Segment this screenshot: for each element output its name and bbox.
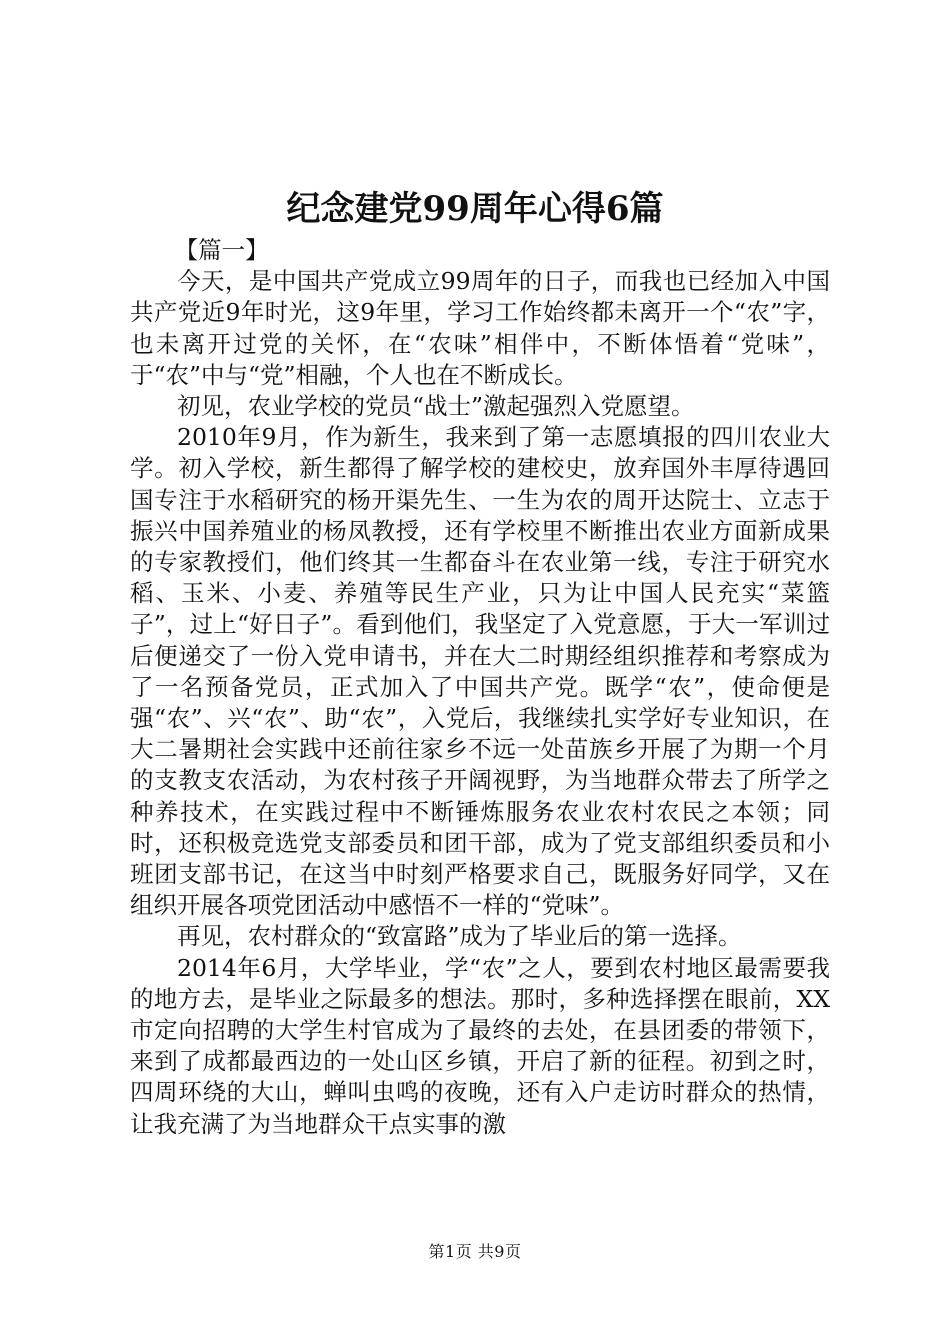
paragraph: 2014年6月，大学毕业，学“农”之人，要到农村地区最需要我的地方去，是毕业之际最多的想法。那时，多种选择摆在眼前，XX市定向招聘的大学生村官成为了最终的去处，在县团委的带领下，来到了成都最西边的一处山区乡镇，开启了新的征程。初到之时，四周环绕的大山，蝉叫虫鸣的夜晚，还有入户走访时群众的热情，让我充满了为当地群众干点实事的激 <box>130 953 830 1138</box>
paragraph: 再见，农村群众的“致富路”成为了毕业后的第一选择。 <box>177 922 742 951</box>
document-body <box>130 235 830 1140</box>
paragraph: 2010年9月，作为新生，我来到了第一志愿填报的四川农业大学。初入学校，新生都得了解学校的建校史，放弃国外丰厚待遇回国专注于水稻研究的杨开渠先生、一生为农的周开达院士、立志于振兴中国养殖业的杨凤教授，还有学校里不断推出农业方面新成果的专家教授们，他们终其一生都奋斗在农业第一线，专注于研究水稻、玉米、小麦、养殖等民生产业，只为让中国人民充实“菜篮子”，过上“好日子”。看到他们，我坚定了入党意愿，于大一军训过后便递交了一份入党申请书，并在大二时期经组织推荐和考察成为了一名预备党员，正式加入了中国共产党。既学“农”，使命便是强“农”、兴“农”、助“农”，入党后，我继续扎实学好专业知识，在大二暑期社会实践中还前往家乡不远一处苗族乡开展了为期一个月的支教支农活动，为农村孩子开阔视野，为当地群众带去了所学之种养技术，在实践过程中不断锤炼服务农业农村农民之本领；同时，还积极竞选党支部委员和团干部，成为了党支部组织委员和小班团支部书记，在这当中时刻严格要求自己，既服务好同学，又在组织开展各项党团活动中感悟不一样的“党味”。 <box>130 423 830 920</box>
paragraph: 今天，是中国共产党成立99周年的日子，而我也已经加入中国共产党近9年时光，这9年里，学习工作始终都未离开一个“农”字，也未离开过党的关怀，在“农味”相伴中，不断体悟着“党味”，于“农”中与“党”相融，个人也在不断成长。 <box>130 267 830 389</box>
paragraph: 初见，农业学校的党员“战士”激起强烈入党愿望。 <box>177 392 695 421</box>
section-heading: 【篇一】 <box>174 236 269 264</box>
page-footer: 第1页 共9页 <box>428 1242 522 1261</box>
document-title: 纪念建党99周年心得6篇 <box>286 189 664 229</box>
